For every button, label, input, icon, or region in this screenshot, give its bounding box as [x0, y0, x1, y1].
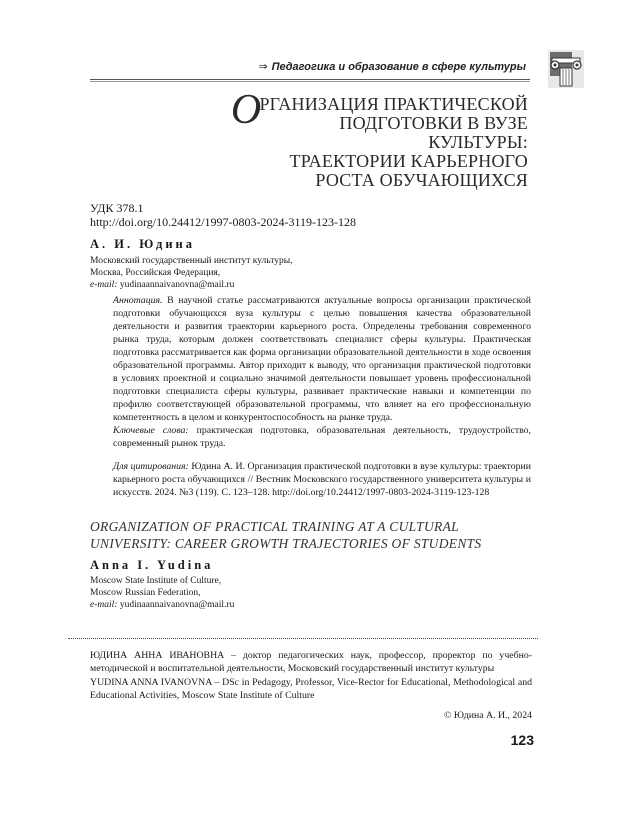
udk-code: УДК 378.1 [90, 201, 144, 215]
header-divider [90, 79, 530, 80]
affiliation-city-en: Moscow Russian Federation, [90, 588, 201, 598]
citation [113, 460, 531, 499]
author-email-en[interactable]: yudinaannaivanovna@mail.ru [119, 600, 235, 610]
bio-en: YUDINA ANNA IVANOVNA – DSc in Pedagogy, Professor, Vice-Rector for Educational, Methodological and Educational Activities, Moscow State Institute of Culture [90, 677, 532, 701]
footnote-divider [68, 638, 538, 639]
section-title: Педагогика и образование в сфере культуры [271, 61, 526, 73]
english-title-line-1: ORGANIZATION OF PRACTICAL TRAINING AT A CULTURAL [90, 519, 459, 534]
english-title-line-2: UNIVERSITY: CAREER GROWTH TRAJECTORIES OF STUDENTS [90, 536, 482, 551]
page-number: 123 [510, 732, 534, 748]
ionic-column-icon [548, 50, 584, 88]
header-divider-secondary [90, 81, 530, 82]
title-dropcap: О [230, 87, 262, 133]
author-email[interactable]: yudinaannaivanovna@mail.ru [119, 280, 235, 290]
copyright: © Юдина А. И., 2024 [444, 710, 532, 721]
author-affiliation-ru [90, 255, 293, 291]
email-label-en: e-mail: [90, 600, 118, 610]
keywords-label: Ключевые слова: [113, 425, 189, 436]
affiliation-city: Москва, Российская Федерация, [90, 268, 221, 278]
arrow-icon: ⇒ [258, 61, 268, 73]
title-line-4: РОСТА ОБУЧАЮЩИХСЯ [315, 170, 528, 190]
author-name-ru: А. И. Юдина [90, 237, 195, 251]
citation-text: Юдина А. И. Организация практической подготовки в вузе культуры: траектории карьерного роста обучающихся // Вестник Московского государственного университета культуры и искусств. 2024. №3 (119). С. 123–128. http://doi.org/10.24412/1997-0803-2024-3119-123-128 [113, 461, 531, 498]
title-line-1: РГАНИЗАЦИЯ ПРАКТИЧЕСКОЙ [259, 94, 528, 114]
author-name-en: Anna I. Yudina [90, 558, 214, 572]
abstract [113, 294, 531, 424]
doi-link[interactable]: http://doi.org/10.24412/1997-0803-2024-3119-123-128 [90, 215, 356, 229]
keywords [113, 424, 531, 450]
article-title [230, 87, 528, 190]
author-affiliation-en [90, 575, 234, 611]
title-line-2: ПОДГОТОВКИ В ВУЗЕ КУЛЬТУРЫ: [339, 113, 528, 152]
bio-ru: ЮДИНА АННА ИВАНОВНА – доктор педагогических наук, профессор, проректор по учебно-методической и воспитательной деятельности, Московский государственный институт культуры [90, 650, 532, 674]
abstract-text: В научной статье рассматриваются актуальные вопросы организации практической подготовки обучающихся вуза культуры с целью повышения качества образовательной деятельности и развития траектории карьерного роста. Определены требования современного рынка труда, которым должен соответствовать специалист сферы культуры. Практическая подготовка рассматривается как форма организации образовательной деятельности в ходе освоения образовательной программы. Автор приходит к выводу, что организация практической подготовки в условиях проектной и социально значимой деятельности повышает уровень профессиональной подготовки специалиста сферы культуры, развивает практические навыки и компетенции по профилю соответствующей образовательной программы, что влияет на его профессиональную компетентность в целом и конкурентоспособность на рынке труда. [113, 295, 531, 423]
english-title [90, 518, 481, 552]
affiliation-institute-en: Moscow State Institute of Culture, [90, 576, 222, 586]
affiliation-institute: Московский государственный институт культуры, [90, 256, 293, 266]
email-label: e-mail: [90, 280, 118, 290]
abstract-label: Аннотация. [113, 295, 163, 306]
citation-label: Для цитирования: [113, 461, 189, 472]
title-line-3: ТРАЕКТОРИИ КАРЬЕРНОГО [289, 151, 528, 171]
running-header [258, 60, 526, 73]
keywords-text: практическая подготовка, образовательная деятельность, трудоустройство, современный рынок труда. [113, 425, 532, 449]
